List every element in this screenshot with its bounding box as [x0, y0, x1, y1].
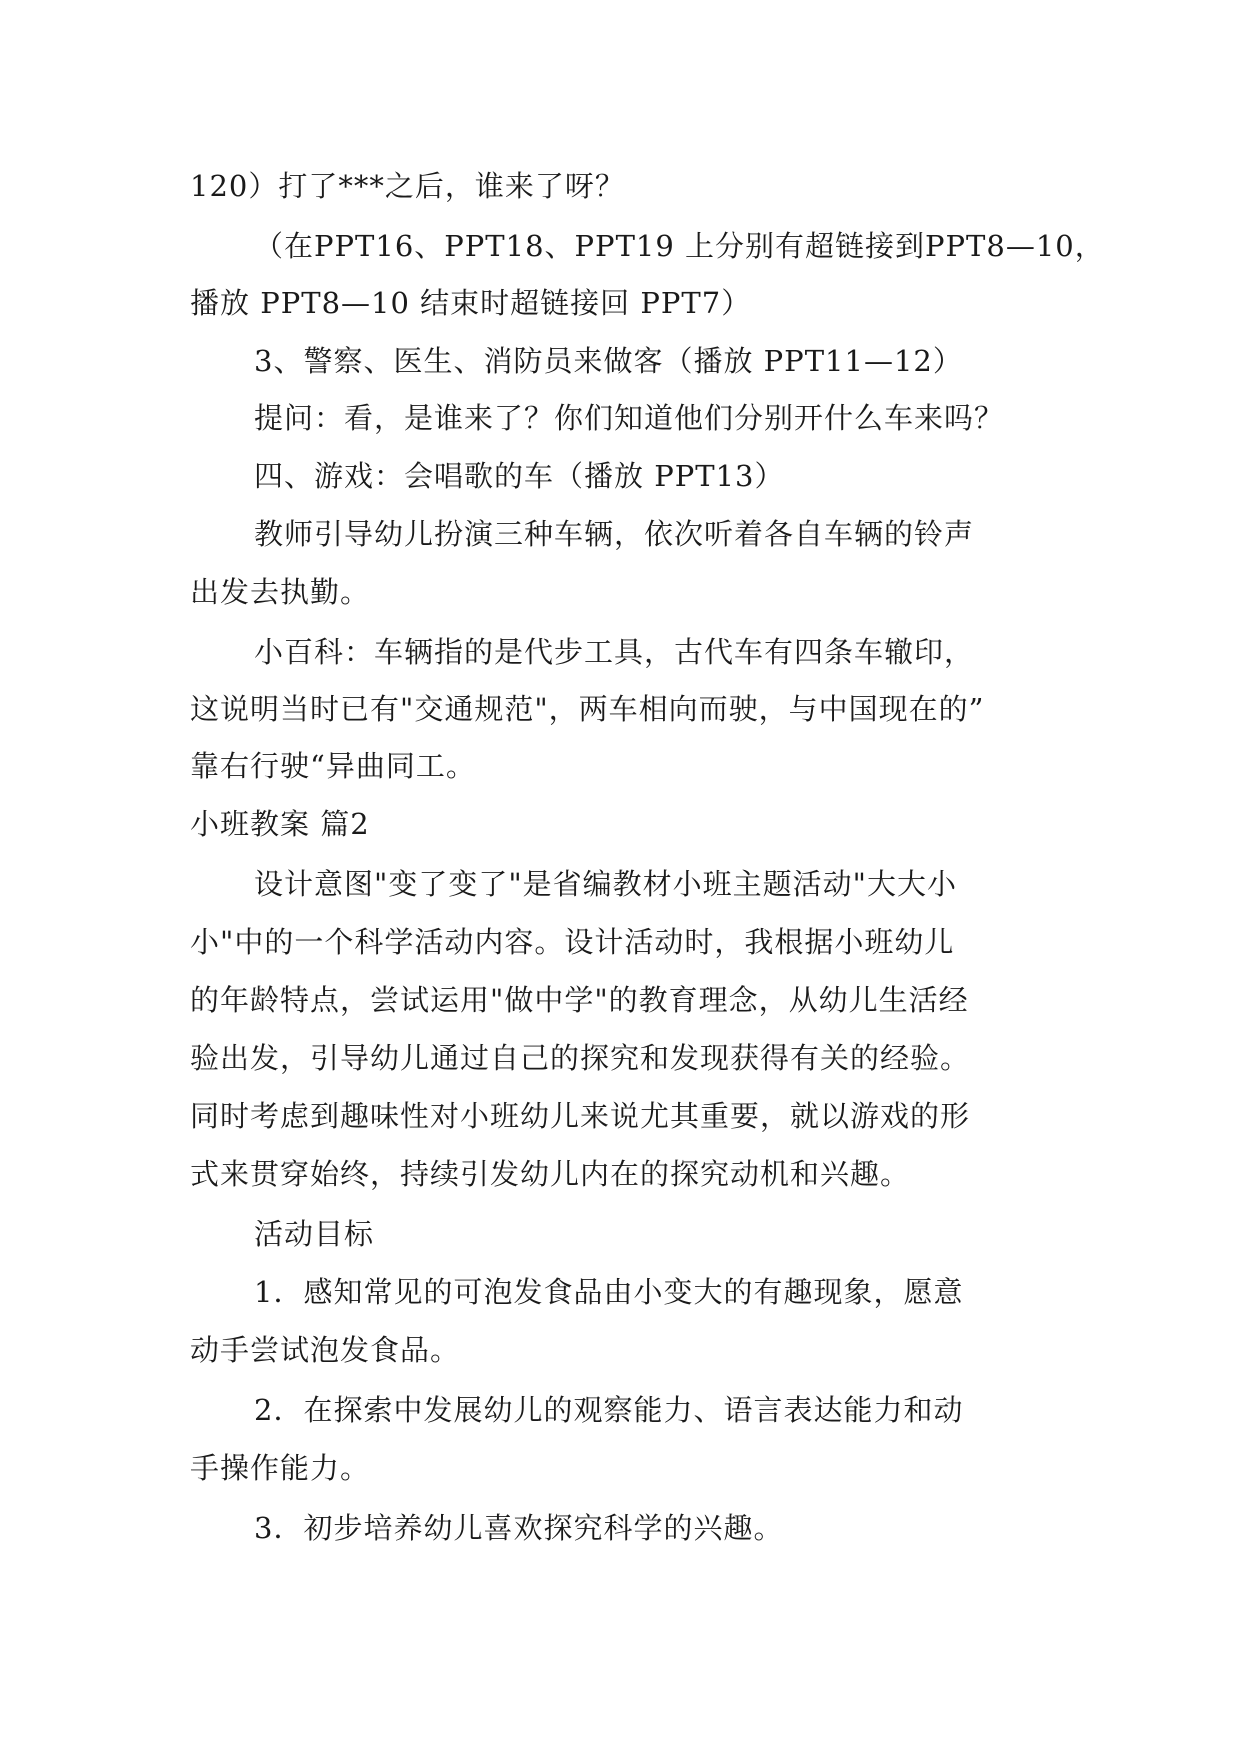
- text-line: 的年龄特点，尝试运用"做中学"的教育理念，从幼儿生活经: [190, 983, 969, 1017]
- text-line: 手操作能力。: [190, 1451, 371, 1485]
- text-line: 小"中的一个科学活动内容。设计活动时，我根据小班幼儿: [190, 925, 955, 959]
- text-line: 2．在探索中发展幼儿的观察能力、语言表达能力和动: [254, 1393, 964, 1427]
- text-line: 动手尝试泡发食品。: [190, 1333, 461, 1367]
- text-line: 提问：看，是谁来了？你们知道他们分别开什么车来吗？: [254, 401, 1005, 435]
- text-line: 120）打了***之后，谁来了呀？: [190, 169, 625, 203]
- text-line: 同时考虑到趣味性对小班幼儿来说尤其重要，就以游戏的形: [190, 1099, 971, 1133]
- text-line: 设计意图"变了变了"是省编教材小班主题活动"大大小: [254, 867, 958, 901]
- text-line: 活动目标: [254, 1217, 375, 1251]
- text-line: 1．感知常见的可泡发食品由小变大的有趣现象，愿意: [254, 1275, 964, 1309]
- text-line: （在PPT16、PPT18、PPT19 上分别有超链接到PPT8—10，: [254, 229, 1105, 263]
- text-line: 式来贯穿始终，持续引发幼儿内在的探究动机和兴趣。: [190, 1157, 911, 1191]
- text-line: 3、警察、医生、消防员来做客（播放 PPT11—12）: [254, 344, 963, 378]
- text-line: 小百科：车辆指的是代步工具，古代车有四条车辙印，: [254, 635, 975, 669]
- text-line: 四、游戏：会唱歌的车（播放 PPT13）: [254, 459, 785, 493]
- text-line: 教师引导幼儿扮演三种车辆，依次听着各自车辆的铃声: [254, 517, 975, 551]
- text-line: 靠右行驶“异曲同工。: [190, 749, 476, 783]
- text-line: 3．初步培养幼儿喜欢探究科学的兴趣。: [254, 1511, 784, 1545]
- section-heading: 小班教案 篇2: [190, 807, 370, 841]
- text-line: 播放 PPT8—10 结束时超链接回 PPT7）: [190, 286, 752, 320]
- text-line: 出发去执勤。: [190, 575, 371, 609]
- text-line: 验出发，引导幼儿通过自己的探究和发现获得有关的经验。: [190, 1041, 971, 1075]
- text-line: 这说明当时已有"交通规范"，两车相向而驶，与中国现在的”: [190, 692, 985, 726]
